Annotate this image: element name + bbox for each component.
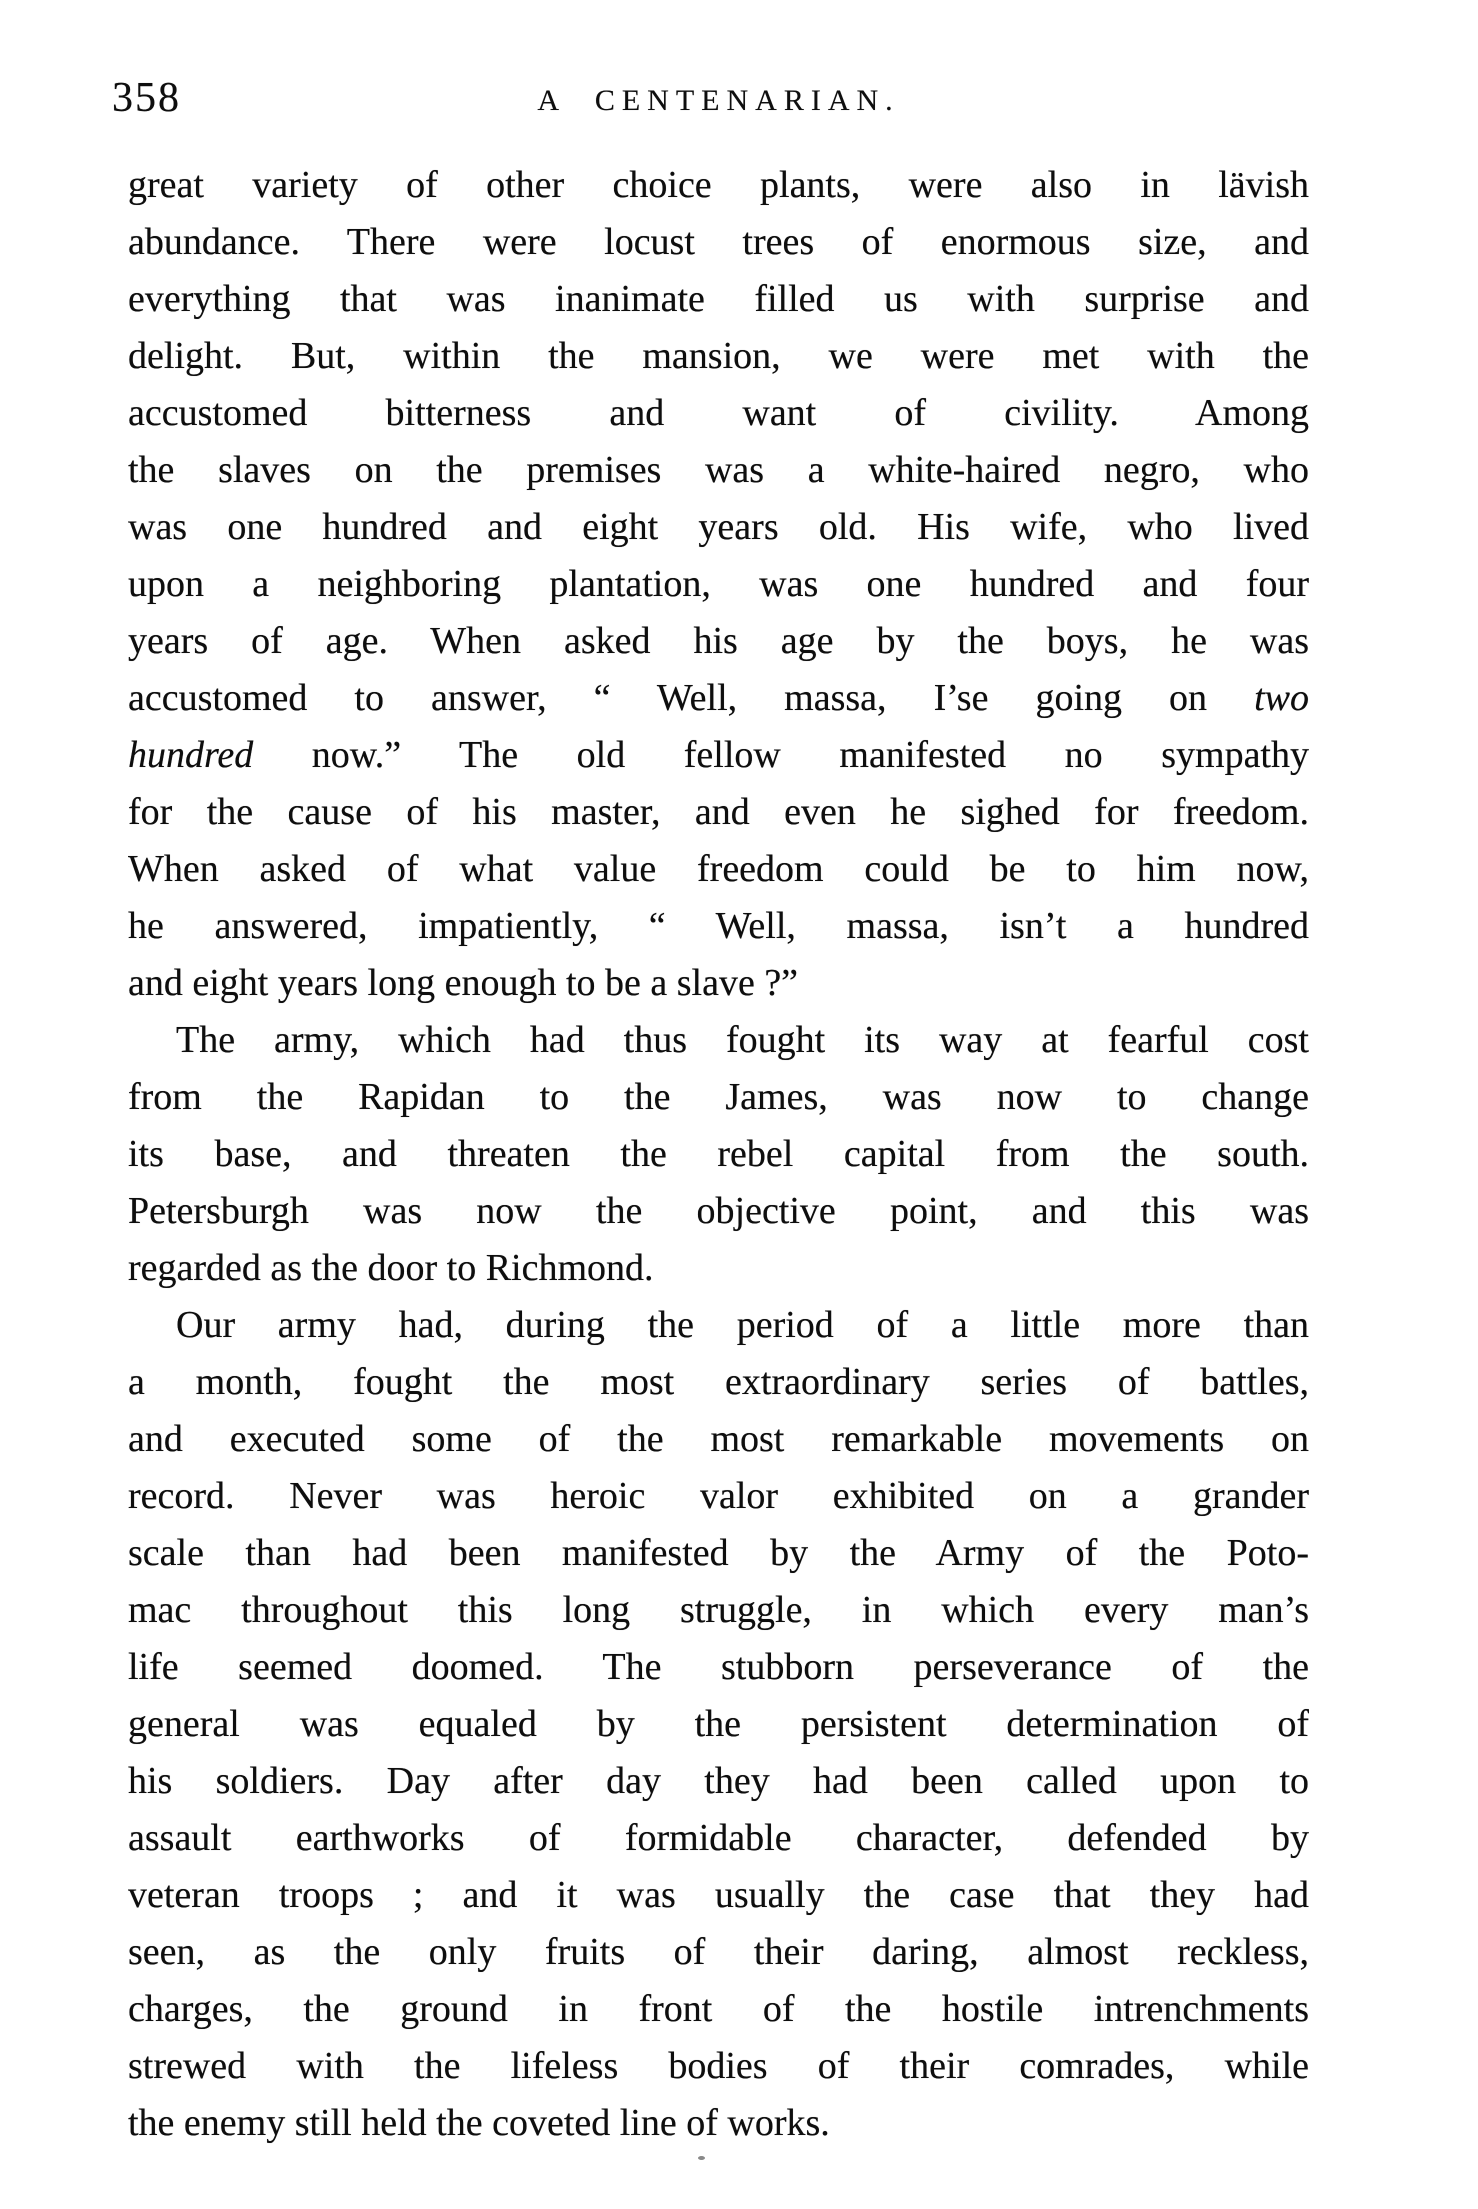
text-line [128, 1639, 1309, 1696]
text-segment: scale than had been manifested by the Army of the Poto- [128, 1532, 1309, 1574]
text-segment: delight. But, within the mansion, we were met with the [128, 335, 1309, 377]
text-line [128, 271, 1309, 328]
text-segment: When asked of what value freedom could be to him now, [128, 848, 1309, 890]
text-line [128, 1012, 1309, 1069]
text-line [128, 1240, 1309, 1297]
text-line [128, 613, 1309, 670]
text-segment: mac throughout this long struggle, in which every man’s [128, 1589, 1309, 1631]
text-line [128, 1753, 1309, 1810]
text-line [128, 841, 1309, 898]
text-segment: charges, the ground in front of the hostile intrenchments [128, 1988, 1309, 2030]
text-line [128, 157, 1309, 214]
text-line [128, 784, 1309, 841]
text-segment: he answered, impatiently, “ Well, massa, isn’t a hundred [128, 905, 1309, 947]
text-segment: accustomed bitterness and want of civility. Among [128, 392, 1309, 434]
text-line [128, 385, 1309, 442]
text-segment: from the Rapidan to the James, was now to change [128, 1076, 1309, 1118]
text-line [128, 670, 1309, 727]
text-segment: Petersburgh was now the objective point, and this was [128, 1190, 1309, 1232]
text-block [128, 157, 1309, 2152]
text-line [128, 499, 1309, 556]
text-segment: strewed with the lifeless bodies of their comrades, while [128, 2045, 1309, 2087]
text-segment: everything that was inanimate filled us with surprise and [128, 278, 1309, 320]
text-segment: great variety of other choice plants, were also in lävish [128, 164, 1309, 206]
text-segment: was one hundred and eight years old. His wife, who lived [128, 506, 1309, 548]
text-line [128, 898, 1309, 955]
text-line [128, 214, 1309, 271]
text-line [128, 556, 1309, 613]
text-line [128, 1126, 1309, 1183]
text-line [128, 1924, 1309, 1981]
text-line [128, 2095, 1309, 2152]
text-segment: the enemy still held the coveted line of works. [128, 2102, 830, 2144]
text-line [128, 1981, 1309, 2038]
text-segment: for the cause of his master, and even he sighed for freedom. [128, 791, 1309, 833]
text-segment: assault earthworks of formidable character, defended by [128, 1817, 1309, 1859]
text-segment: the slaves on the premises was a white-haired negro, who [128, 449, 1309, 491]
text-line [128, 1411, 1309, 1468]
text-line [128, 955, 1309, 1012]
text-line [128, 1183, 1309, 1240]
text-segment: its base, and threaten the rebel capital from the south. [128, 1133, 1309, 1175]
text-line [128, 1525, 1309, 1582]
text-line [128, 1867, 1309, 1924]
text-segment: and executed some of the most remarkable movements on [128, 1418, 1309, 1460]
text-segment: accustomed to answer, “ Well, massa, I’se going on [128, 677, 1255, 719]
text-segment: record. Never was heroic valor exhibited on a grander [128, 1475, 1309, 1517]
scan-speck [698, 2156, 705, 2160]
text-segment: and eight years long enough to be a slave ?” [128, 962, 799, 1004]
italic-text: hundred [128, 734, 254, 776]
text-segment: veteran troops ; and it was usually the case that they had [128, 1874, 1309, 1916]
text-segment: The army, which had thus fought its way at fearful cost [176, 1019, 1309, 1061]
text-segment: life seemed doomed. The stubborn perseverance of the [128, 1646, 1309, 1688]
text-line [128, 1582, 1309, 1639]
text-segment: years of age. When asked his age by the boys, he was [128, 620, 1309, 662]
text-line [128, 727, 1309, 784]
text-segment: upon a neighboring plantation, was one hundred and four [128, 563, 1309, 605]
text-segment: general was equaled by the persistent determination of [128, 1703, 1309, 1745]
text-line [128, 442, 1309, 499]
text-line [128, 1810, 1309, 1867]
text-segment: regarded as the door to Richmond. [128, 1247, 654, 1289]
text-line [128, 2038, 1309, 2095]
text-line [128, 1297, 1309, 1354]
text-line [128, 1354, 1309, 1411]
text-line [128, 1696, 1309, 1753]
running-title: A CENTENARIAN. [537, 84, 900, 117]
italic-text: two [1254, 677, 1309, 719]
text-line [128, 1069, 1309, 1126]
text-segment: abundance. There were locust trees of enormous size, and [128, 221, 1309, 263]
text-segment: seen, as the only fruits of their daring, almost reckless, [128, 1931, 1309, 1973]
text-segment: his soldiers. Day after day they had been called upon to [128, 1760, 1309, 1802]
text-segment: now.” The old fellow manifested no sympathy [253, 734, 1309, 776]
text-line [128, 1468, 1309, 1525]
page-number: 358 [112, 75, 181, 121]
text-segment: a month, fought the most extraordinary series of battles, [128, 1361, 1309, 1403]
text-line [128, 328, 1309, 385]
text-segment: Our army had, during the period of a little more than [176, 1304, 1309, 1346]
